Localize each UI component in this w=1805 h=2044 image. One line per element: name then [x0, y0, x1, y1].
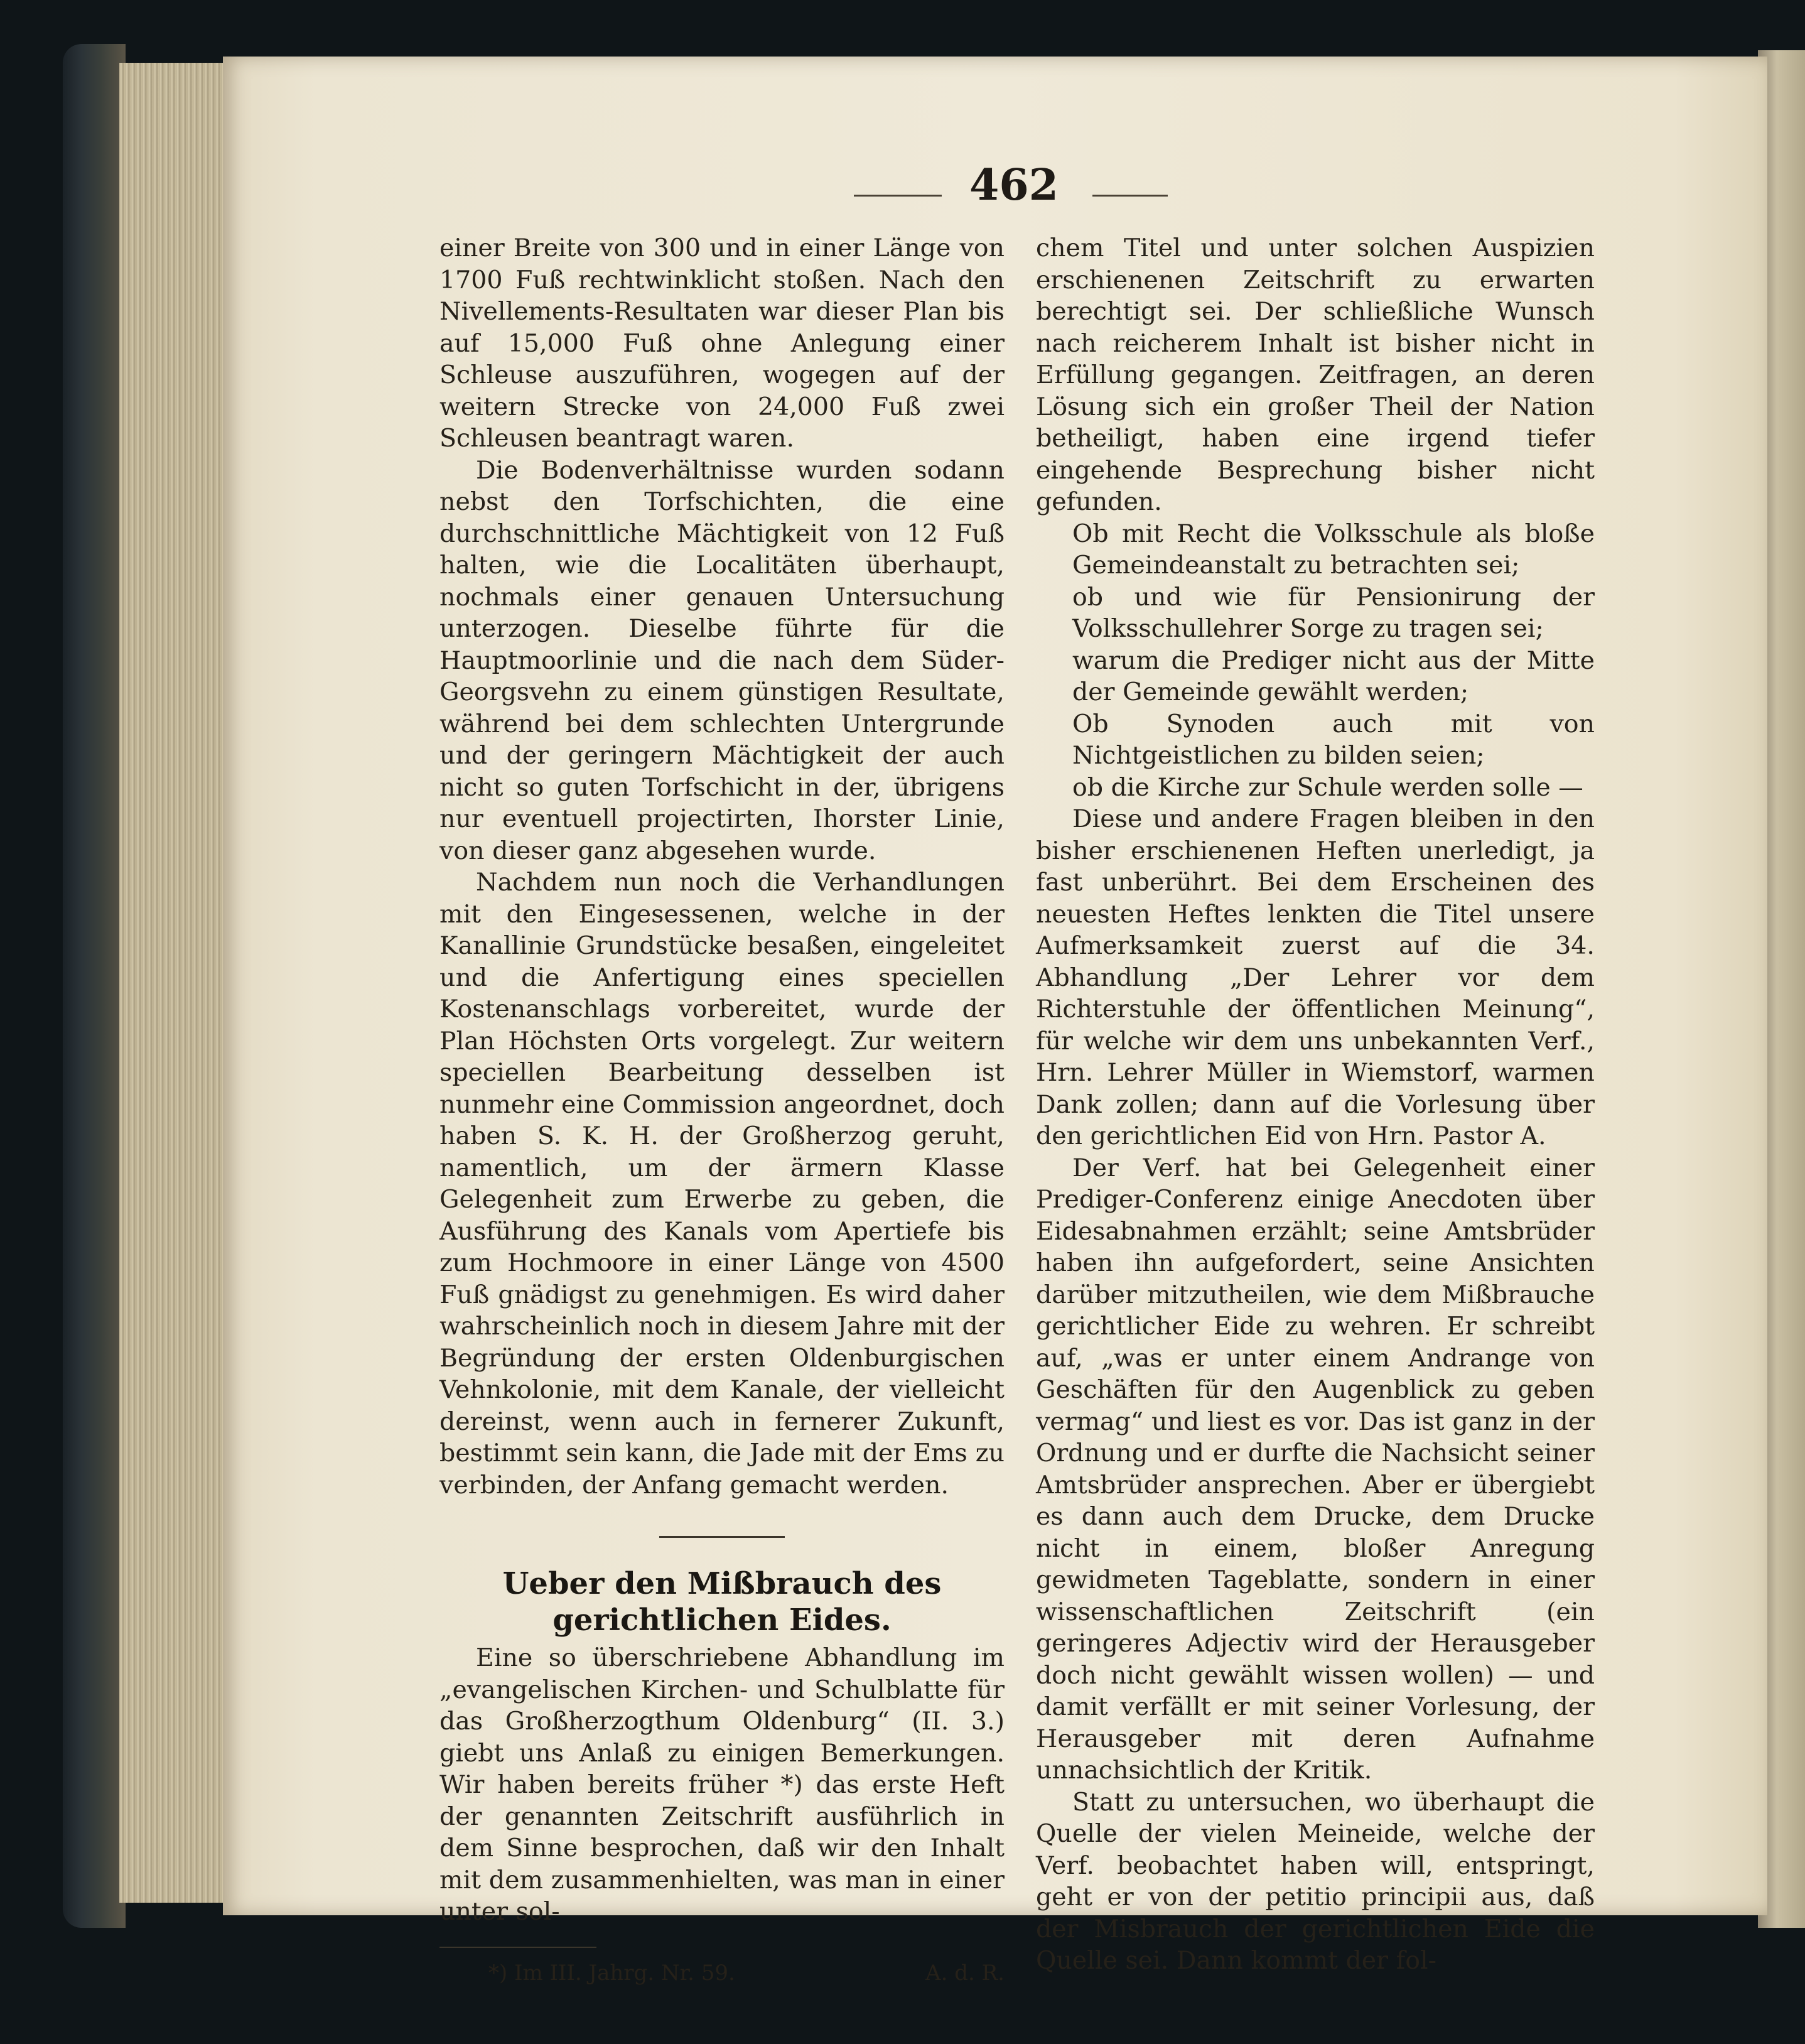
section-divider: [659, 1536, 785, 1538]
footnote-text: *) Im III. Jahrg. Nr. 59.: [488, 1960, 735, 1986]
footnote: [439, 1959, 1005, 1987]
paragraph: einer Breite von 300 und in einer Länge von 1700 Fuß rechtwinklicht stoßen. Nach den Nivellements-Resultaten war dieser Plan bis auf 15,000 Fuß ohne Anlegung einer Schleuse auszuführen, wogegen auf der weitern Strecke von 24,000 Fuß zwei Schleusen beantragt waren.: [439, 234, 1005, 453]
paragraph: chem Titel und unter solchen Auspizien erschienenen Zeitschrift zu erwarten berechtigt sei. Der schließliche Wunsch nach reicherem Inhalt ist bisher nicht in Erfüllung gegangen. Zeitfragen, an deren Lösung sich ein großer Theil der Nation betheiligt, haben eine irgend tiefer eingehende Besprechung bisher nicht gefunden.: [1036, 234, 1595, 516]
footnote-signature: A. d. R.: [925, 1960, 1005, 1986]
left-column: [439, 232, 1005, 1987]
right-column: [1036, 232, 1595, 1977]
paragraph: Der Verf. hat bei Gelegenheit einer Prediger-Conferenz einige Anecdoten über Eidesabnahmen erzählt; seine Amtsbrüder haben ihn aufgefordert, seine Ansichten darüber mitzutheilen, wie dem Mißbrauche gerichtlicher Eide zu wehren. Er schreibt auf, „was er unter einem Andrange von Geschäften für den Augenblick zu geben vermag“ und liest es vor. Das ist ganz in der Ordnung und er durfte die Nachsicht seiner Amtsbrüder ansprechen. Aber er übergiebt es dann auch dem Drucke, dem Drucke nicht in einem, bloßer Anregung gewidmeten Tageblatte, sondern in einer wissenschaftlichen Zeitschrift (ein geringeres Adjectiv wird der Herausgeber doch nicht gewählt wissen wollen) — und damit verfällt er mit seiner Vorlesung, der Herausgeber mit deren Aufnahme unnachsichtlich der Kritik.: [1036, 1153, 1595, 1785]
page-edges: [119, 63, 226, 1903]
paragraph: Statt zu untersuchen, wo überhaupt die Quelle der vielen Meineide, welche der Verf. beobachtet haben will, entspringt, geht er von der petitio principii aus, daß der Misbrauch der gerichtlichen Eide die Quelle sei. Dann kommt der fol-: [1036, 1787, 1595, 1975]
page-number: 462: [969, 160, 1059, 210]
question-item: warum die Prediger nicht aus der Mitte der Gemeinde gewählt werden;: [1072, 646, 1595, 706]
paragraph: Nachdem nun noch die Verhandlungen mit den Eingesessenen, welche in der Kanallinie Grundstücke besaßen, eingeleitet und die Anfertigung eines speciellen Kostenanschlags vorbereitet, wurde der Plan Höchsten Orts vorgelegt. Zur weitern speciellen Bearbeitung desselben ist nunmehr eine Commission angeordnet, doch haben S. K. H. der Großherzog geruht, namentlich, um der ärmern Klasse Gelegenheit zum Erwerbe zu geben, die Ausführung des Kanals vom Apertiefe bis zum Hochmoore in einer Länge von 4500 Fuß gnädigst zu genehmigen. Es wird daher wahrscheinlich noch in diesem Jahre mit der Begründung der ersten Oldenburgischen Vehnkolonie, mit dem Kanale, der vielleicht dereinst, wenn auch in fernerer Zukunft, bestimmt sein kann, die Jade mit der Ems zu verbinden, der Anfang gemacht werden.: [439, 868, 1005, 1500]
header-rule-right: [1092, 195, 1168, 197]
question-item: Ob mit Recht die Volksschule als bloße Gemeindeanstalt zu betrachten sei;: [1072, 519, 1595, 580]
header-rule-left: [854, 195, 942, 197]
footnote-rule: [439, 1947, 596, 1948]
section-heading: Ueber den Mißbrauch des gerichtlichen Eides.: [502, 1566, 942, 1638]
paragraph: Diese und andere Fragen bleiben in den bisher erschienenen Heften unerledigt, ja fast unberührt. Bei dem Erscheinen des neuesten Heftes lenkten die Titel unsere Aufmerksamkeit zuerst auf die 34. Abhandlung „Der Lehrer vor dem Richterstuhle der öffentlichen Meinung“, für welche wir dem uns unbekannten Verf., Hrn. Lehrer Müller in Wiemstorf, warmen Dank zollen; dann auf die Vorlesung über den gerichtlichen Eid von Hrn. Pastor A.: [1036, 804, 1595, 1150]
paragraph: Die Bodenverhältnisse wurden sodann nebst den Torfschichten, die eine durchschnittliche Mächtigkeit von 12 Fuß halten, wie die Localitäten überhaupt, nochmals einer genauen Untersuchung unterzogen. Dieselbe führte für die Hauptmoorlinie und die nach dem Süder-Georgsvehn zu einem günstigen Resultate, während bei dem schlechten Untergrunde und der geringern Mächtigkeit der auch nicht so guten Torfschicht in der, übrigens nur eventuell projectirten, Ihorster Linie, von dieser ganz abgesehen wurde.: [439, 455, 1005, 865]
question-item: ob und wie für Pensionirung der Volksschullehrer Sorge zu tragen sei;: [1072, 582, 1595, 643]
book-spine: [63, 44, 126, 1928]
question-item: ob die Kirche zur Schule werden solle —: [1072, 772, 1583, 802]
question-item: Ob Synoden auch mit von Nichtgeistlichen zu bilden seien;: [1072, 709, 1595, 770]
paragraph: Eine so überschriebene Abhandlung im „evangelischen Kirchen- und Schulblatte für das Großherzogthum Oldenburg“ (II. 3.) giebt uns Anlaß zu einigen Bemerkungen. Wir haben bereits früher *) das erste Heft der genannten Zeitschrift ausführlich in dem Sinne besprochen, daß wir den Inhalt mit dem zusammenhielten, was man in einer unter sol-: [439, 1643, 1005, 1926]
